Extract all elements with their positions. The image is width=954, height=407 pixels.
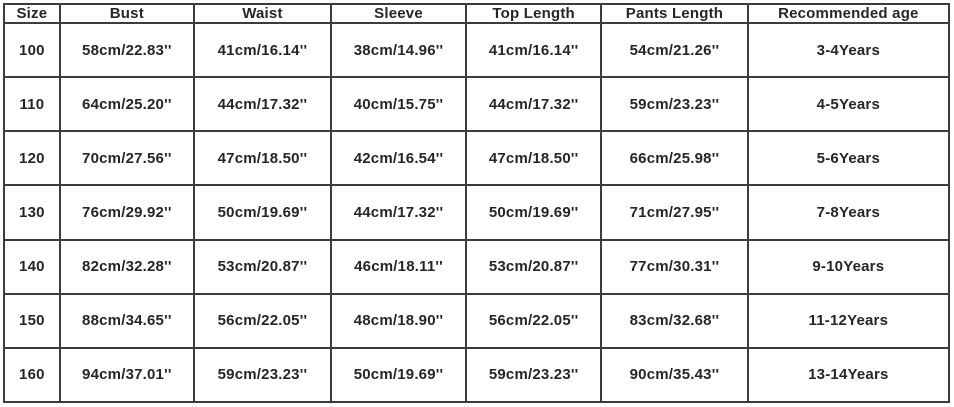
top-length-cell: 56cm/22.05'' <box>466 294 601 348</box>
table-row <box>4 131 949 185</box>
pants-length-cell: 59cm/23.23'' <box>601 77 747 131</box>
recommended-age-cell: 13-14Years <box>748 348 949 402</box>
pants-length-cell: 66cm/25.98'' <box>601 131 747 185</box>
size-cell: 130 <box>4 185 60 239</box>
table-row <box>4 348 949 402</box>
size-cell: 110 <box>4 77 60 131</box>
waist-cell: 56cm/22.05'' <box>194 294 331 348</box>
sleeve-cell: 46cm/18.11'' <box>331 240 466 294</box>
top-length-cell: 44cm/17.32'' <box>466 77 601 131</box>
top-length-cell: 41cm/16.14'' <box>466 23 601 77</box>
bust-cell: 76cm/29.92'' <box>60 185 194 239</box>
table-row <box>4 185 949 239</box>
column-header-size: Size <box>4 4 60 23</box>
pants-length-cell: 54cm/21.26'' <box>601 23 747 77</box>
size-cell: 150 <box>4 294 60 348</box>
waist-cell: 44cm/17.32'' <box>194 77 331 131</box>
recommended-age-cell: 4-5Years <box>748 77 949 131</box>
pants-length-cell: 71cm/27.95'' <box>601 185 747 239</box>
top-length-cell: 47cm/18.50'' <box>466 131 601 185</box>
recommended-age-cell: 3-4Years <box>748 23 949 77</box>
pants-length-cell: 83cm/32.68'' <box>601 294 747 348</box>
size-chart <box>3 3 950 403</box>
bust-cell: 94cm/37.01'' <box>60 348 194 402</box>
header-row <box>4 4 949 23</box>
recommended-age-cell: 7-8Years <box>748 185 949 239</box>
sleeve-cell: 48cm/18.90'' <box>331 294 466 348</box>
table-row <box>4 77 949 131</box>
top-length-cell: 59cm/23.23'' <box>466 348 601 402</box>
column-header-recommended-age: Recommended age <box>748 4 949 23</box>
recommended-age-cell: 9-10Years <box>748 240 949 294</box>
sleeve-cell: 44cm/17.32'' <box>331 185 466 239</box>
waist-cell: 53cm/20.87'' <box>194 240 331 294</box>
top-length-cell: 50cm/19.69'' <box>466 185 601 239</box>
waist-cell: 47cm/18.50'' <box>194 131 331 185</box>
column-header-waist: Waist <box>194 4 331 23</box>
column-header-pants-length: Pants Length <box>601 4 747 23</box>
table-row <box>4 23 949 77</box>
pants-length-cell: 90cm/35.43'' <box>601 348 747 402</box>
column-header-bust: Bust <box>60 4 194 23</box>
size-cell: 160 <box>4 348 60 402</box>
recommended-age-cell: 5-6Years <box>748 131 949 185</box>
top-length-cell: 53cm/20.87'' <box>466 240 601 294</box>
sleeve-cell: 40cm/15.75'' <box>331 77 466 131</box>
sleeve-cell: 50cm/19.69'' <box>331 348 466 402</box>
sleeve-cell: 38cm/14.96'' <box>331 23 466 77</box>
size-table-body <box>4 23 949 402</box>
waist-cell: 41cm/16.14'' <box>194 23 331 77</box>
bust-cell: 58cm/22.83'' <box>60 23 194 77</box>
sleeve-cell: 42cm/16.54'' <box>331 131 466 185</box>
size-cell: 100 <box>4 23 60 77</box>
table-row <box>4 294 949 348</box>
size-cell: 120 <box>4 131 60 185</box>
waist-cell: 50cm/19.69'' <box>194 185 331 239</box>
recommended-age-cell: 11-12Years <box>748 294 949 348</box>
size-cell: 140 <box>4 240 60 294</box>
bust-cell: 88cm/34.65'' <box>60 294 194 348</box>
waist-cell: 59cm/23.23'' <box>194 348 331 402</box>
table-row <box>4 240 949 294</box>
size-chart-table <box>3 3 950 403</box>
column-header-sleeve: Sleeve <box>331 4 466 23</box>
bust-cell: 82cm/32.28'' <box>60 240 194 294</box>
column-header-top-length: Top Length <box>466 4 601 23</box>
pants-length-cell: 77cm/30.31'' <box>601 240 747 294</box>
bust-cell: 70cm/27.56'' <box>60 131 194 185</box>
bust-cell: 64cm/25.20'' <box>60 77 194 131</box>
